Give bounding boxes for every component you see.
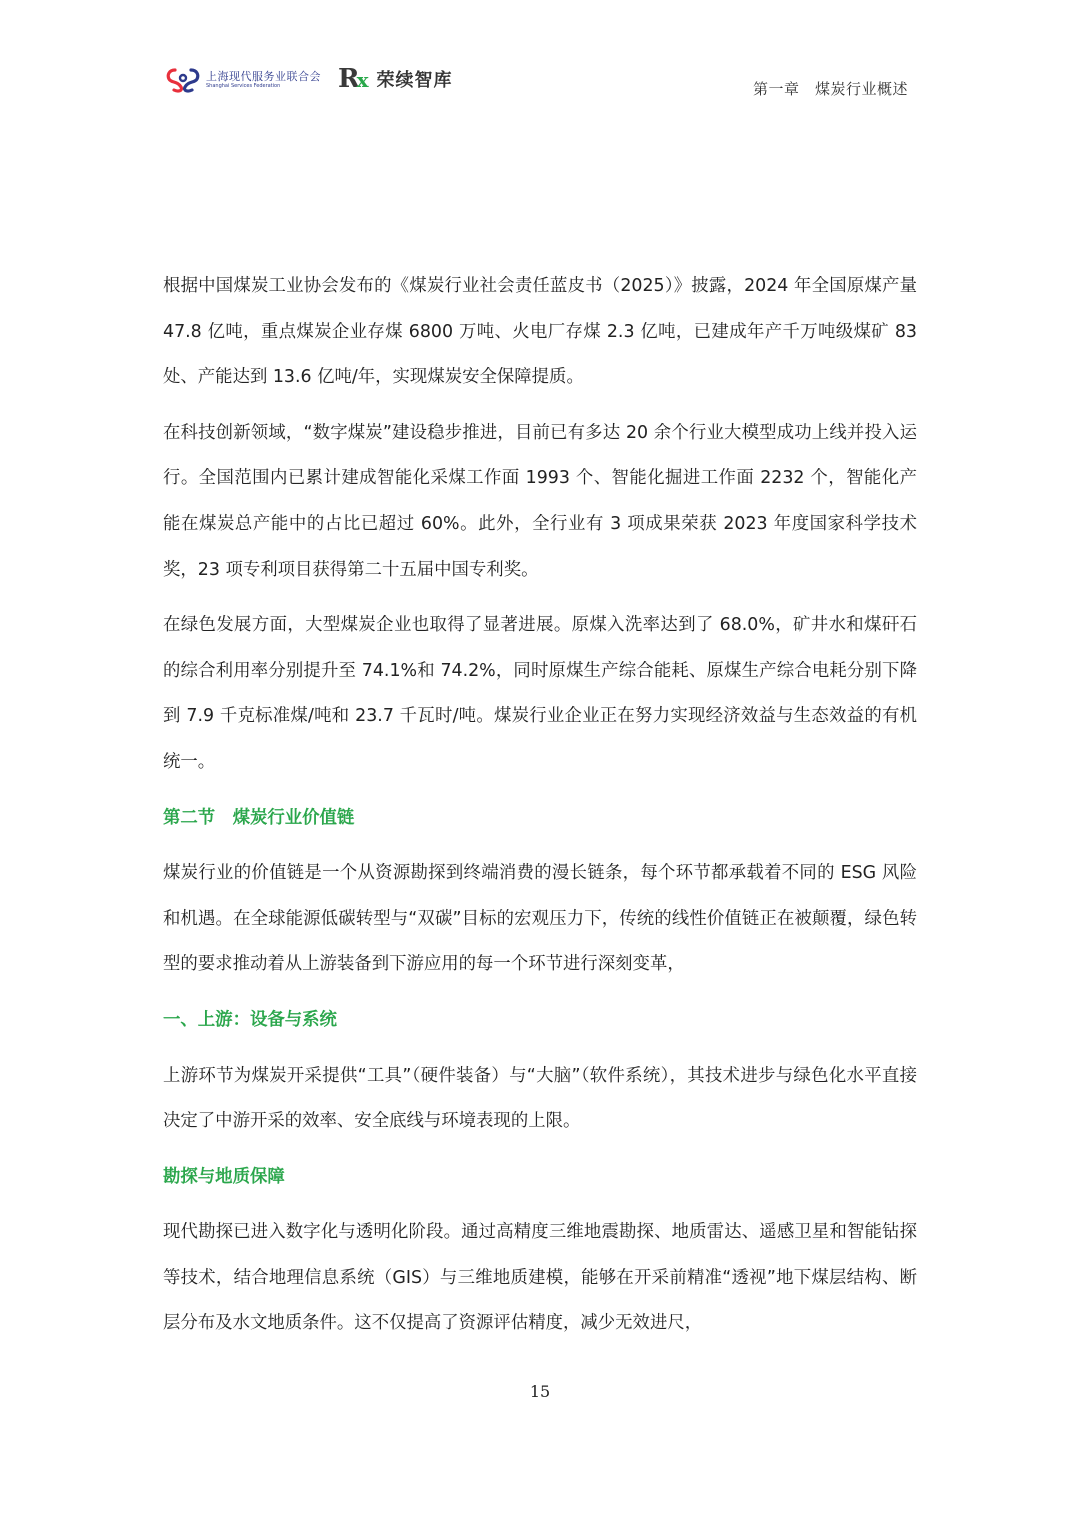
section-heading-value-chain: 第二节 煤炭行业价值链 [163, 807, 355, 828]
paragraph-production-stats: 根据中国煤炭工业协会发布的《煤炭行业社会责任蓝皮书（2025）》披露，2024 年全国原煤产量 47.8 亿吨，重点煤炭企业存煤 6800 万吨、火电厂存煤 2.3 亿吨，已建成年产千万吨级煤矿 83 处、产能达到 13.6 亿吨/年，实现煤炭安全保障提质。 [163, 276, 917, 388]
ssf-logo [166, 64, 321, 96]
paragraph-green-development: 在绿色发展方面，大型煤炭企业也取得了显著进展。原煤入洗率达到了 68.0%，矿井水和煤矸石的综合利用率分别提升至 74.1%和 74.2%，同时原煤生产综合能耗、原煤生产综合电耗分别下降到 7.9 千克标准煤/吨和 23.7 千瓦时/吨。煤炭行业企业正在努力实现经济效益与生态效益的有机统一。 [163, 615, 917, 772]
rx-logo [338, 62, 453, 96]
paragraph-value-chain-intro: 煤炭行业的价值链是一个从资源勘探到终端消费的漫长链条，每个环节都承载着不同的 ESG 风险和机遇。在全球能源低碳转型与“双碳”目标的宏观压力下，传统的线性价值链正在被颠覆，绿色转型的要求推动着从上游装备到下游应用的每一个环节进行深刻变革， [163, 863, 917, 975]
rx-logo-icon: Rx [338, 63, 369, 94]
subsection-heading-exploration: 勘探与地质保障 [163, 1166, 285, 1187]
page-content [163, 264, 917, 1357]
ssf-logo-icon [166, 67, 200, 93]
paragraph-upstream: 上游环节为煤炭开采提供“工具”（硬件装备）与“大脑”（软件系统），其技术进步与绿色化水平直接决定了中游开采的效率、安全底线与环境表现的上限。 [163, 1065, 917, 1132]
page-header [0, 0, 1080, 120]
rx-logo-text: 荣续智库 [376, 70, 453, 91]
paragraph-exploration: 现代勘探已进入数字化与透明化阶段。通过高精度三维地震勘探、地质雷达、遥感卫星和智能钻探等技术，结合地理信息系统（GIS）与三维地质建模，能够在开采前精准“透视”地下煤层结构、断层分布及水文地质条件。这不仅提高了资源评估精度，减少无效进尺， [163, 1222, 917, 1334]
ssf-logo-en: Shanghai Services Federation [206, 83, 281, 89]
subsection-heading-upstream: 一、上游：设备与系统 [163, 1009, 337, 1030]
chapter-title: 第一章 煤炭行业概述 [752, 80, 908, 98]
ssf-logo-cn: 上海现代服务业联合会 [206, 70, 321, 83]
page-number: 15 [529, 1382, 551, 1401]
paragraph-tech-innovation: 在科技创新领域，“数字煤炭”建设稳步推进，目前已有多达 20 余个行业大模型成功上线并投入运行。全国范围内已累计建成智能化采煤工作面 1993 个、智能化掘进工作面 2232 个，智能化产能在煤炭总产能中的占比已超过 60%。此外，全行业有 3 项成果荣获 2023 年度国家科学技术奖，23 项专利项目获得第二十五届中国专利奖。 [163, 422, 917, 580]
